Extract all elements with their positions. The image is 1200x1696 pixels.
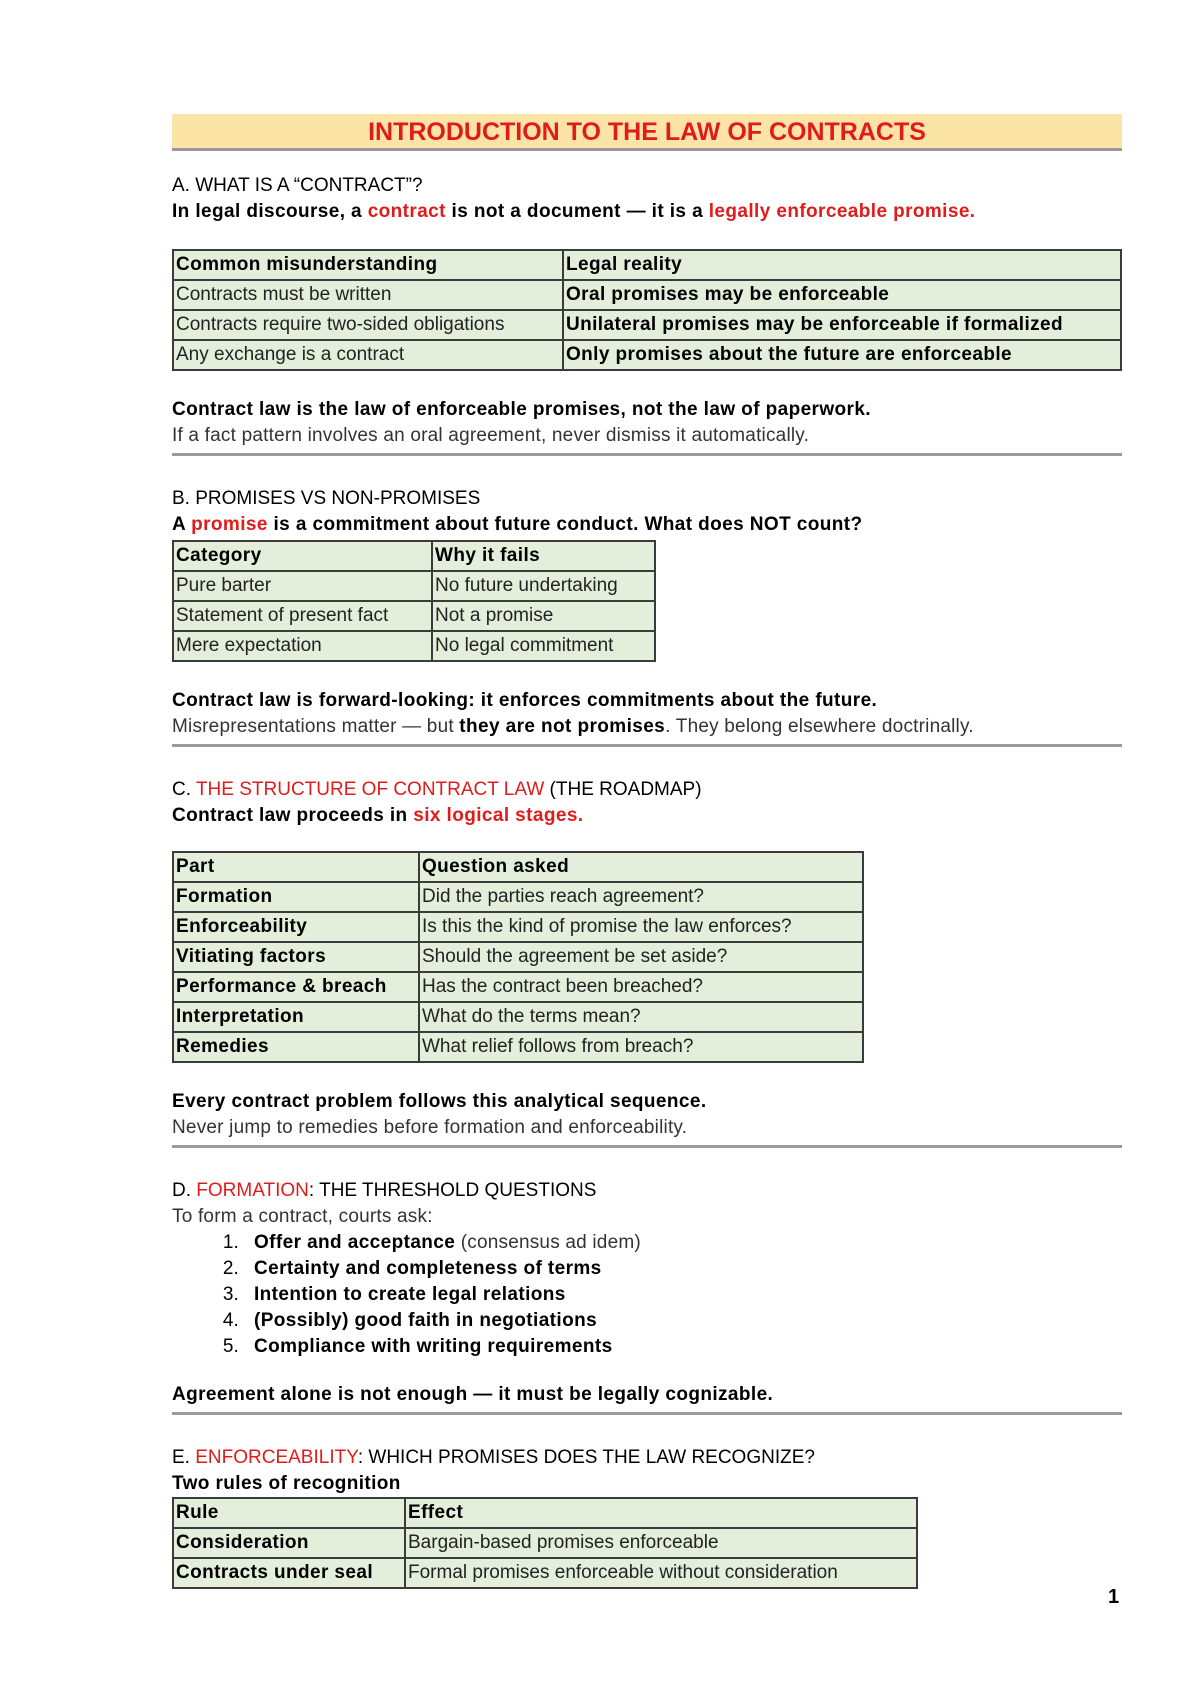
intro-text: A bbox=[172, 514, 192, 535]
highlight-text: promise bbox=[191, 514, 268, 535]
section-c-intro bbox=[172, 803, 1122, 829]
table-cell: Pure barter bbox=[173, 571, 432, 601]
table-header-cell: Category bbox=[173, 541, 432, 571]
highlight-text: six logical stages. bbox=[413, 805, 584, 826]
list-item-term: Compliance with writing requirements bbox=[254, 1336, 613, 1357]
table-header-row bbox=[173, 852, 863, 882]
table-cell: Contracts must be written bbox=[173, 280, 563, 310]
table-row bbox=[173, 310, 1121, 340]
table-header-row bbox=[173, 250, 1121, 280]
table-header-cell: Question asked bbox=[419, 852, 863, 882]
formation-list bbox=[172, 1230, 1122, 1360]
table-cell: Formation bbox=[173, 882, 419, 912]
list-item bbox=[244, 1334, 1122, 1360]
section-a-takeaway: Contract law is the law of enforceable promises, not the law of paperwork. bbox=[172, 399, 871, 420]
table-row bbox=[173, 631, 655, 661]
table-cell: Consideration bbox=[173, 1528, 405, 1558]
section-divider bbox=[172, 744, 1122, 747]
note-emphasis: they are not promises bbox=[459, 716, 666, 737]
list-item bbox=[244, 1256, 1122, 1282]
table-cell: No legal commitment bbox=[432, 631, 655, 661]
section-d-intro: To form a contract, courts ask: bbox=[172, 1206, 433, 1227]
table-cell: No future undertaking bbox=[432, 571, 655, 601]
table-cell: Any exchange is a contract bbox=[173, 340, 563, 370]
table-row bbox=[173, 1528, 917, 1558]
list-item bbox=[244, 1282, 1122, 1308]
table-header-cell: Rule bbox=[173, 1498, 405, 1528]
table-header-cell: Common misunderstanding bbox=[173, 250, 563, 280]
table-row bbox=[173, 1558, 917, 1588]
table-header-cell: Legal reality bbox=[563, 250, 1121, 280]
list-item-term: Offer and acceptance bbox=[254, 1232, 456, 1253]
heading-highlight: THE STRUCTURE OF CONTRACT LAW bbox=[195, 779, 545, 800]
heading-text: (THE ROADMAP) bbox=[544, 779, 702, 800]
table-row bbox=[173, 912, 863, 942]
intro-text: Contract law proceeds in bbox=[172, 805, 414, 826]
table-row bbox=[173, 1032, 863, 1062]
list-item-term: Intention to create legal relations bbox=[254, 1284, 566, 1305]
table-header-row bbox=[173, 1498, 917, 1528]
section-divider bbox=[172, 453, 1122, 456]
note-text: . They belong elsewhere doctrinally. bbox=[665, 716, 974, 737]
section-c-takeaway: Every contract problem follows this analytical sequence. bbox=[172, 1091, 707, 1112]
table-cell: Enforceability bbox=[173, 912, 419, 942]
table-cell: Oral promises may be enforceable bbox=[563, 280, 1121, 310]
intro-text: In legal discourse, a bbox=[172, 201, 368, 222]
misunderstanding-table bbox=[172, 249, 1122, 371]
list-item bbox=[244, 1230, 1122, 1256]
intro-text: is a commitment about future conduct. What does NOT count? bbox=[267, 514, 863, 535]
roadmap-table bbox=[172, 851, 864, 1063]
table-row bbox=[173, 882, 863, 912]
intro-text: is not a document — it is a bbox=[451, 201, 709, 222]
heading-text: C. bbox=[172, 779, 196, 800]
section-c-note: Never jump to remedies before formation and enforceability. bbox=[172, 1117, 688, 1138]
table-cell: Not a promise bbox=[432, 601, 655, 631]
section-divider bbox=[172, 1412, 1122, 1415]
document-page bbox=[172, 114, 1122, 1589]
section-d-heading bbox=[172, 1178, 1122, 1204]
table-header-cell: Effect bbox=[405, 1498, 917, 1528]
heading-text: D. bbox=[172, 1180, 197, 1201]
note-text: Misrepresentations matter — but bbox=[172, 716, 460, 737]
section-b-heading: B. PROMISES VS NON-PROMISES bbox=[172, 488, 481, 509]
table-cell: Vitiating factors bbox=[173, 942, 419, 972]
table-cell: Contracts require two-sided obligations bbox=[173, 310, 563, 340]
section-b-intro bbox=[172, 512, 1122, 538]
section-divider bbox=[172, 1145, 1122, 1148]
table-cell: Remedies bbox=[173, 1032, 419, 1062]
recognition-table bbox=[172, 1497, 918, 1589]
section-c-heading bbox=[172, 777, 1122, 803]
highlight-text: contract bbox=[367, 201, 452, 222]
section-a-note: If a fact pattern involves an oral agreement, never dismiss it automatically. bbox=[172, 425, 810, 446]
table-cell: What do the terms mean? bbox=[419, 1002, 863, 1032]
table-cell: Statement of present fact bbox=[173, 601, 432, 631]
heading-text: : THE THRESHOLD QUESTIONS bbox=[308, 1180, 597, 1201]
section-e-heading bbox=[172, 1445, 1122, 1471]
section-e-subheading: Two rules of recognition bbox=[172, 1473, 401, 1494]
table-cell: Mere expectation bbox=[173, 631, 432, 661]
list-item-detail: (consensus ad idem) bbox=[455, 1232, 641, 1253]
section-b-takeaway: Contract law is forward-looking: it enforces commitments about the future. bbox=[172, 690, 878, 711]
table-cell: Formal promises enforceable without consideration bbox=[405, 1558, 917, 1588]
table-row bbox=[173, 1002, 863, 1032]
list-item-term: Certainty and completeness of terms bbox=[254, 1258, 602, 1279]
table-cell: Contracts under seal bbox=[173, 1558, 405, 1588]
table-cell: Should the agreement be set aside? bbox=[419, 942, 863, 972]
section-b-note bbox=[172, 714, 1122, 740]
table-cell: Performance & breach bbox=[173, 972, 419, 1002]
table-cell: Has the contract been breached? bbox=[419, 972, 863, 1002]
table-row bbox=[173, 601, 655, 631]
non-promise-table bbox=[172, 540, 656, 662]
section-d-takeaway: Agreement alone is not enough — it must be legally cognizable. bbox=[172, 1384, 774, 1405]
section-a-intro bbox=[172, 199, 1122, 225]
heading-text: E. bbox=[172, 1447, 196, 1468]
table-row bbox=[173, 972, 863, 1002]
heading-text: : WHICH PROMISES DOES THE LAW RECOGNIZE? bbox=[357, 1447, 815, 1468]
table-cell: Only promises about the future are enforceable bbox=[563, 340, 1121, 370]
table-cell: What relief follows from breach? bbox=[419, 1032, 863, 1062]
heading-highlight: FORMATION bbox=[196, 1180, 309, 1201]
table-header-cell: Part bbox=[173, 852, 419, 882]
list-item bbox=[244, 1308, 1122, 1334]
highlight-text: legally enforceable promise. bbox=[708, 201, 976, 222]
table-header-row bbox=[173, 541, 655, 571]
table-row bbox=[173, 340, 1121, 370]
table-cell: Interpretation bbox=[173, 1002, 419, 1032]
list-item-term: (Possibly) good faith in negotiations bbox=[254, 1310, 598, 1331]
table-cell: Is this the kind of promise the law enforces? bbox=[419, 912, 863, 942]
table-cell: Did the parties reach agreement? bbox=[419, 882, 863, 912]
table-row bbox=[173, 942, 863, 972]
table-row bbox=[173, 280, 1121, 310]
page-number: 1 bbox=[1108, 1586, 1120, 1608]
table-cell: Unilateral promises may be enforceable if formalized bbox=[563, 310, 1121, 340]
section-a-heading: A. WHAT IS A “CONTRACT”? bbox=[172, 175, 423, 196]
table-header-cell: Why it fails bbox=[432, 541, 655, 571]
document-title: INTRODUCTION TO THE LAW OF CONTRACTS bbox=[172, 114, 1122, 151]
table-row bbox=[173, 571, 655, 601]
table-cell: Bargain-based promises enforceable bbox=[405, 1528, 917, 1558]
heading-highlight: ENFORCEABILITY bbox=[195, 1447, 358, 1468]
